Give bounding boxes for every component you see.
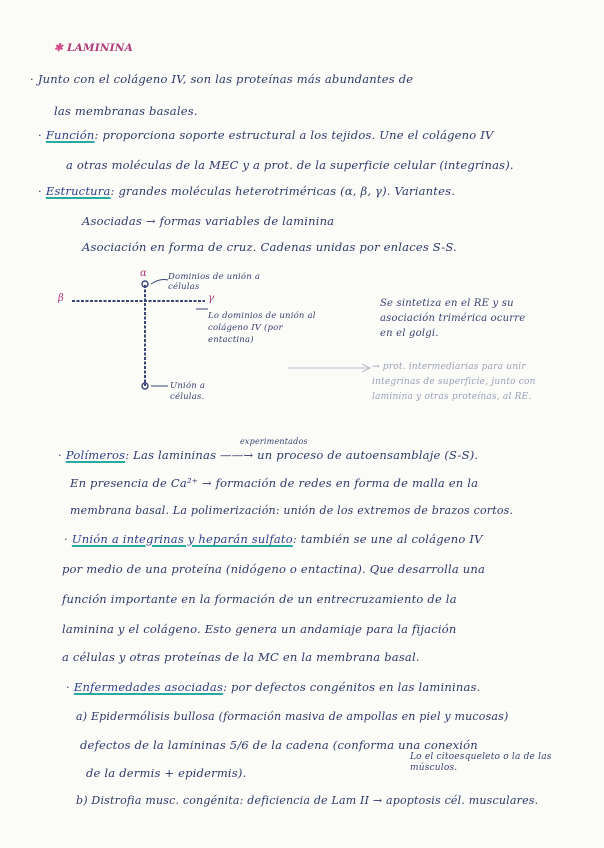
top-arrow (151, 280, 168, 285)
p3-line3: Asociación en forma de cruz. Cadenas unidas por enlaces S-S. (82, 240, 457, 254)
estructura-heading: Estructura (45, 184, 111, 198)
star-icon: ✱ (54, 42, 63, 54)
p6-line1-text: : por defectos congénitos en las lamininas. (223, 680, 481, 694)
p5-line1-text: : también se une al colágeno IV (292, 532, 483, 546)
p1-line2: las membranas basales. (54, 104, 198, 118)
faded-note: → prot. intermediarias para unir integrinas de superficie, junto con laminina y otras proteínas, al RE. (372, 362, 536, 402)
p3-line1-text: : grandes moléculas heterotriméricas (α, β, γ). Variantes. (110, 184, 456, 198)
title-text: LAMININA (67, 42, 133, 54)
p4-line1 (58, 448, 478, 462)
p5-line1 (64, 532, 483, 546)
bullet-icon: · (38, 184, 42, 198)
bullet-icon: · (38, 128, 42, 142)
p5-line3: función importante en la formación de un entrecruzamiento de la (62, 592, 457, 606)
polimeros-heading: Polímeros (65, 448, 126, 462)
p4-line1-text: : Las lamininas ——→ un proceso de autoensamblaje (S-S). (125, 448, 479, 462)
top-domain-label: Dominios de unión a células (168, 272, 261, 292)
synthesis-note: Se sintetiza en el RE y su asociación trimérica ocurre en el golgi. (380, 298, 526, 339)
beta-label: β (58, 293, 64, 304)
mid-domain-label: Lo dominios de unión al colágeno IV (por entactina) (208, 311, 316, 345)
union-heading: Unión a integrinas y heparán sulfato (71, 532, 293, 546)
p6-line3: defectos de la lamininas 5/6 de la cadena (conforma una conexión (80, 738, 478, 752)
bottom-domain-label: Unión a células. (170, 381, 206, 402)
p6-line4: de la dermis + epidermis). (86, 766, 247, 780)
bullet-icon: · (64, 532, 68, 546)
p6-line6: b) Distrofia musc. congénita: deficiencia de Lam II → apoptosis cél. musculares. (76, 794, 539, 807)
p5-line5: a células y otras proteínas de la MC en la membrana basal. (62, 650, 420, 664)
superscript-note: experimentados (240, 437, 308, 446)
p2-line1-text: : proporciona soporte estructural a los tejidos. Une el colágeno IV (94, 128, 494, 142)
alpha-label: α (140, 268, 147, 279)
p1-line1-text: Junto con el colágeno IV, son las proteínas más abundantes de (37, 72, 414, 86)
p2-line2: a otras moléculas de la MEC y a prot. de la superficie celular (integrinas). (66, 158, 514, 172)
gamma-label: γ (208, 293, 215, 304)
bullet-icon: · (66, 680, 70, 694)
bullet-icon: · (30, 72, 34, 86)
p5-line2: por medio de una proteína (nidógeno o entactina). Que desarrolla una (62, 562, 486, 576)
p6-line2: a) Epidermólisis bullosa (formación masiva de ampollas en piel y mucosas) (76, 710, 509, 723)
p6-line1 (66, 680, 481, 694)
p3-line2: Asociadas → formas variables de laminina (82, 214, 335, 228)
funcion-heading: Función (45, 128, 95, 142)
citoesqueleto-note: Lo el citoesqueleto o la de las músculos. (410, 752, 552, 773)
p4-line2: En presencia de Ca²⁺ → formación de redes en forma de malla en la (70, 476, 479, 490)
bullet-icon: · (58, 448, 62, 462)
enfermedades-heading: Enfermedades asociadas (73, 680, 224, 694)
p4-line3: membrana basal. La polimerización: unión de los extremos de brazos cortos. (70, 504, 514, 517)
p5-line4: laminina y el colágeno. Esto genera un andamiaje para la fijación (62, 622, 457, 636)
